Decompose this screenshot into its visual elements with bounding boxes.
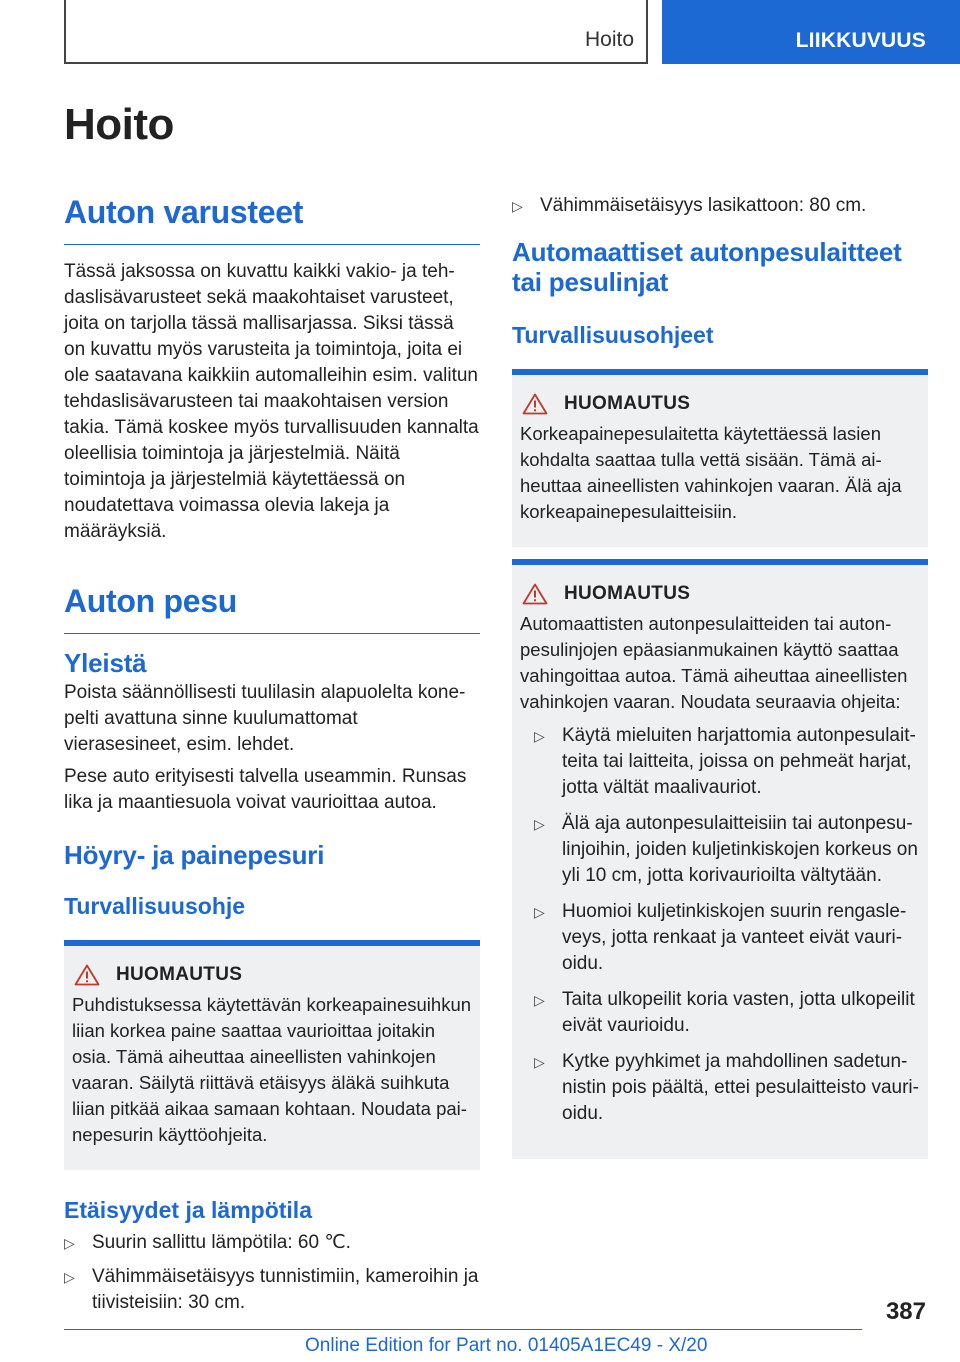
list-item: ▷ Suurin sallittu lämpötila: 60 ℃. <box>64 1230 480 1256</box>
right-column <box>512 193 928 1159</box>
notice-text: Automaattisten autonpesulaitteiden tai autonpesulinjojen epäasianmukainen käyttö saattaa vahingoittaa autoa. Tämä aiheuttaa aineellisten vahinkojen vaaran. Noudata seuraavia ohjeita: <box>520 613 908 712</box>
heading-turvallisuusohjeet: Turvallisuusohjeet <box>512 322 714 348</box>
notice-text: Puhdistuksessa käytettävän korkeapainesuihkun liian korkea paine saattaa vaurioittaa joitakin osia. Tämä aiheuttaa aineellisten vahinkojen vaaran. Säilytä riittävä etäisyys äläkä suihkuta liian pitkää aikaa samaan kohtaan. Noudata painepesurin käyttöohjeita. <box>72 994 472 1145</box>
warning-triangle-icon <box>74 964 100 986</box>
list-item: ▷ Vähimmäisetäisyys tunnistimiin, kameroihin ja tiivisteisiin: 30 cm. <box>64 1266 479 1313</box>
list-item: ▷ Taita ulkopeilit koria vasten, jotta ulkopeilit eivät vaurioidu. <box>534 989 915 1036</box>
notice-box-3 <box>512 559 928 1159</box>
notice-bullet-list <box>520 723 920 1127</box>
list-item: ▷ Vähimmäisetäisyys lasikattoon: 80 cm. <box>512 193 928 219</box>
triangle-bullet-icon: ▷ <box>64 1235 75 1251</box>
notice-title: HUOMAUTUS <box>116 964 243 985</box>
triangle-bullet-icon: ▷ <box>534 728 545 744</box>
triangle-bullet-icon: ▷ <box>534 1054 545 1070</box>
warning-triangle-icon <box>522 393 548 415</box>
triangle-bullet-icon: ▷ <box>512 198 523 214</box>
notice-box-1 <box>64 940 480 1170</box>
header-title: Hoito <box>584 28 634 51</box>
list-item: ▷ Älä aja autonpesulaitteisiin tai autonpesulinjoihin, joiden kuljetinkiskojen korkeus on yli 10 cm, jotta korivaurioilta vältytään. <box>534 813 918 886</box>
notice-header <box>520 583 920 605</box>
page-number: 387 <box>885 1298 926 1325</box>
notice-box-2 <box>512 369 928 547</box>
triangle-bullet-icon: ▷ <box>64 1269 75 1285</box>
paragraph-yleista-1: Poista säännöllisesti tuulilasin alapuolelta konepelti avattuna sinne kuulumattomat vierasesineet, esim. lehdet. <box>64 682 466 755</box>
heading-hoyry-painepesuri: Höyry- ja painepesuri <box>64 840 325 870</box>
heading-etaisyydet-lampotila: Etäisyydet ja lämpötila <box>64 1197 312 1223</box>
footer-divider <box>64 1329 862 1330</box>
page-title: Hoito <box>64 100 174 149</box>
warning-triangle-icon <box>522 583 548 605</box>
header-section-label: LIIKKUVUUS <box>795 29 926 52</box>
bullet-list-lasikatto <box>512 193 928 219</box>
list-item: ▷ Huomioi kuljetinkiskojen suurin rengasleveys, jotta renkaat ja vanteet eivät vaurioidu. <box>534 901 907 974</box>
triangle-bullet-icon: ▷ <box>534 816 545 832</box>
header-title-box <box>64 0 648 64</box>
bullet-list-etaisyydet <box>64 1230 480 1316</box>
triangle-bullet-icon: ▷ <box>534 992 545 1008</box>
footer-edition: Online Edition for Part no. 01405A1EC49 - X/20 <box>305 1335 708 1356</box>
paragraph-yleista-2: Pese auto erityisesti talvella useammin. Runsas lika ja maantiesuola voivat vaurioittaa autoa. <box>64 766 467 813</box>
heading-automaattiset-autonpesulaitteet: Automaattiset autonpesulaitteet tai pesulinjat <box>512 237 902 297</box>
header-section-tab <box>662 0 960 64</box>
heading-auton-varusteet: Auton varusteet <box>64 192 480 245</box>
heading-yleista: Yleistä <box>64 648 147 678</box>
heading-turvallisuusohje: Turvallisuusohje <box>64 893 246 919</box>
left-column <box>64 192 480 1324</box>
list-item: ▷ Kytke pyyhkimet ja mahdollinen sadetunnistin pois päältä, ettei pesulaitteisto vaurioidu. <box>534 1051 919 1124</box>
paragraph-varusteet: Tässä jaksossa on kuvattu kaikki vakio- ja tehdaslisävarusteet sekä maakohtaiset varusteet, joita on tarjolla tässä mallisarjassa. Siksi tässä on kuvattu myös varusteita ja toimintoja, joita ei ole saatavana kaikkiin automalleihin esim. valitun tehdaslisävarusteen tai maakohtaisen version takia. Tämä koskee myös turvallisuuden kannalta oleellisia toimintoja ja järjestelmiä. Näitä toimintoja ja järjestelmiä käytettäessä on noudatettava voimassa olevia lakeja ja määräyksiä. <box>64 261 479 542</box>
notice-title: HUOMAUTUS <box>564 583 691 604</box>
notice-title: HUOMAUTUS <box>564 393 691 414</box>
notice-text: Korkeapainepesulaitetta käytettäessä lasien kohdalta saattaa tulla vettä sisään. Tämä aiheuttaa aineellisten vahinkojen vaaran. Älä aja korkeapainepesulaitteisiin. <box>520 423 902 522</box>
notice-header <box>520 393 920 415</box>
list-item: ▷ Käytä mieluiten harjattomia autonpesulaitteita tai laitteita, joissa on pehmeät harjat, jotta vältät maalivauriot. <box>534 725 916 798</box>
triangle-bullet-icon: ▷ <box>534 904 545 920</box>
notice-header <box>72 964 472 986</box>
heading-auton-pesu: Auton pesu <box>64 581 480 634</box>
